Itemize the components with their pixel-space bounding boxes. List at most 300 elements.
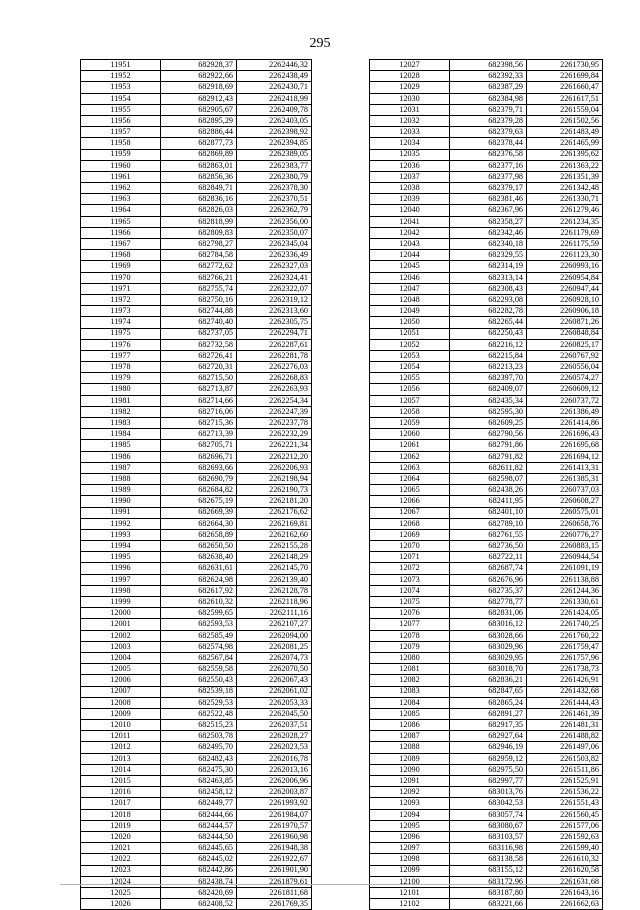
y-coordinate-cell: 2261993,92 xyxy=(237,798,312,809)
x-coordinate-cell: 682716,06 xyxy=(161,406,237,417)
table-row xyxy=(370,306,603,317)
x-coordinate-cell: 682482,43 xyxy=(161,753,237,764)
x-coordinate-cell: 682772,62 xyxy=(161,261,237,272)
point-number-cell: 11993 xyxy=(81,529,161,540)
point-number-cell: 11965 xyxy=(81,216,161,227)
table-row xyxy=(370,104,603,115)
x-coordinate-cell: 683187,80 xyxy=(450,887,527,898)
point-number-cell: 11953 xyxy=(81,82,161,93)
point-number-cell: 12062 xyxy=(370,451,450,462)
y-coordinate-cell: 2262053,33 xyxy=(237,697,312,708)
table-row xyxy=(81,630,312,641)
point-number-cell: 11959 xyxy=(81,149,161,160)
point-number-cell: 12035 xyxy=(370,149,450,160)
y-coordinate-cell: 2261363,22 xyxy=(527,160,603,171)
x-coordinate-cell: 682384,98 xyxy=(450,93,527,104)
point-number-cell: 12044 xyxy=(370,250,450,261)
table-row xyxy=(81,574,312,585)
point-number-cell: 12086 xyxy=(370,720,450,731)
x-coordinate-cell: 682927,64 xyxy=(450,731,527,742)
table-row xyxy=(81,82,312,93)
table-row xyxy=(370,395,603,406)
table-row xyxy=(370,675,603,686)
y-coordinate-cell: 2262287,61 xyxy=(237,339,312,350)
x-coordinate-cell: 683116,98 xyxy=(450,843,527,854)
y-coordinate-cell: 2262169,81 xyxy=(237,518,312,529)
y-coordinate-cell: 2261695,68 xyxy=(527,440,603,451)
x-coordinate-cell: 683103,57 xyxy=(450,831,527,842)
y-coordinate-cell: 2262237,78 xyxy=(237,418,312,429)
y-coordinate-cell: 2262176,62 xyxy=(237,507,312,518)
point-number-cell: 12100 xyxy=(370,876,450,887)
point-number-cell: 11990 xyxy=(81,496,161,507)
point-number-cell: 11962 xyxy=(81,183,161,194)
table-row xyxy=(370,418,603,429)
y-coordinate-cell: 2261123,30 xyxy=(527,250,603,261)
table-row xyxy=(370,406,603,417)
table-row xyxy=(370,865,603,876)
x-coordinate-cell: 682658,89 xyxy=(161,529,237,540)
table-row xyxy=(81,205,312,216)
point-number-cell: 12020 xyxy=(81,831,161,842)
x-coordinate-cell: 682917,35 xyxy=(450,720,527,731)
y-coordinate-cell: 2262162,60 xyxy=(237,529,312,540)
y-coordinate-cell: 2260574,27 xyxy=(527,373,603,384)
point-number-cell: 11968 xyxy=(81,250,161,261)
x-coordinate-cell: 682593,53 xyxy=(161,619,237,630)
y-coordinate-cell: 2262198,94 xyxy=(237,473,312,484)
table-row xyxy=(370,496,603,507)
point-number-cell: 12075 xyxy=(370,597,450,608)
y-coordinate-cell: 2261592,63 xyxy=(527,831,603,842)
x-coordinate-cell: 682213,23 xyxy=(450,362,527,373)
table-row xyxy=(370,93,603,104)
point-number-cell: 12041 xyxy=(370,216,450,227)
y-coordinate-cell: 2262389,05 xyxy=(237,149,312,160)
table-row xyxy=(370,563,603,574)
x-coordinate-cell: 682714,66 xyxy=(161,395,237,406)
point-number-cell: 11970 xyxy=(81,272,161,283)
point-number-cell: 12091 xyxy=(370,776,450,787)
x-coordinate-cell: 682869,89 xyxy=(161,149,237,160)
x-coordinate-cell: 682515,23 xyxy=(161,720,237,731)
table-row xyxy=(81,664,312,675)
x-coordinate-cell: 682444,57 xyxy=(161,820,237,831)
point-number-cell: 12045 xyxy=(370,261,450,272)
point-number-cell: 11952 xyxy=(81,71,161,82)
y-coordinate-cell: 2262305,75 xyxy=(237,317,312,328)
y-coordinate-cell: 2260737,72 xyxy=(527,395,603,406)
x-coordinate-cell: 682826,03 xyxy=(161,205,237,216)
point-number-cell: 12092 xyxy=(370,787,450,798)
y-coordinate-cell: 2261502,56 xyxy=(527,115,603,126)
x-coordinate-cell: 682308,43 xyxy=(450,283,527,294)
x-coordinate-cell: 682975,50 xyxy=(450,764,527,775)
x-coordinate-cell: 682831,06 xyxy=(450,608,527,619)
table-row xyxy=(81,60,312,71)
table-row xyxy=(370,518,603,529)
table-row xyxy=(370,809,603,820)
table-row xyxy=(370,876,603,887)
table-row xyxy=(370,652,603,663)
point-number-cell: 12069 xyxy=(370,529,450,540)
table-row xyxy=(370,697,603,708)
point-number-cell: 12099 xyxy=(370,865,450,876)
table-row xyxy=(370,160,603,171)
table-row xyxy=(81,261,312,272)
point-number-cell: 12040 xyxy=(370,205,450,216)
table-row xyxy=(81,250,312,261)
y-coordinate-cell: 2262268,83 xyxy=(237,373,312,384)
y-coordinate-cell: 2262212,20 xyxy=(237,451,312,462)
table-row xyxy=(370,294,603,305)
table-row xyxy=(370,720,603,731)
x-coordinate-cell: 682595,30 xyxy=(450,406,527,417)
y-coordinate-cell: 2261643,16 xyxy=(527,887,603,898)
x-coordinate-cell: 682836,21 xyxy=(450,675,527,686)
table-row xyxy=(81,127,312,138)
x-coordinate-cell: 682744,88 xyxy=(161,306,237,317)
table-row xyxy=(370,328,603,339)
y-coordinate-cell: 2262094,00 xyxy=(237,630,312,641)
scan-edge-line xyxy=(60,884,580,885)
table-row xyxy=(370,194,603,205)
x-coordinate-cell: 682684,82 xyxy=(161,485,237,496)
y-coordinate-cell: 2262319,12 xyxy=(237,294,312,305)
table-row xyxy=(81,887,312,898)
point-number-cell: 12007 xyxy=(81,686,161,697)
y-coordinate-cell: 2262276,03 xyxy=(237,362,312,373)
point-number-cell: 12101 xyxy=(370,887,450,898)
x-coordinate-cell: 682445,65 xyxy=(161,843,237,854)
y-coordinate-cell: 2261330,61 xyxy=(527,597,603,608)
y-coordinate-cell: 2261620,58 xyxy=(527,865,603,876)
x-coordinate-cell: 682250,43 xyxy=(450,328,527,339)
x-coordinate-cell: 682798,27 xyxy=(161,239,237,250)
x-coordinate-cell: 682392,33 xyxy=(450,71,527,82)
x-coordinate-cell: 682690,79 xyxy=(161,473,237,484)
table-row xyxy=(370,183,603,194)
point-number-cell: 12050 xyxy=(370,317,450,328)
table-row xyxy=(81,328,312,339)
point-number-cell: 12085 xyxy=(370,708,450,719)
x-coordinate-cell: 682340,18 xyxy=(450,239,527,250)
x-coordinate-cell: 683172,96 xyxy=(450,876,527,887)
point-number-cell: 12024 xyxy=(81,876,161,887)
point-number-cell: 11986 xyxy=(81,451,161,462)
y-coordinate-cell: 2262045,50 xyxy=(237,708,312,719)
x-coordinate-cell: 682836,16 xyxy=(161,194,237,205)
table-row xyxy=(370,630,603,641)
x-coordinate-cell: 682529,53 xyxy=(161,697,237,708)
point-number-cell: 12077 xyxy=(370,619,450,630)
point-number-cell: 12048 xyxy=(370,294,450,305)
x-coordinate-cell: 682609,25 xyxy=(450,418,527,429)
x-coordinate-cell: 683042,53 xyxy=(450,798,527,809)
x-coordinate-cell: 682367,96 xyxy=(450,205,527,216)
y-coordinate-cell: 2261461,39 xyxy=(527,708,603,719)
x-coordinate-cell: 683221,66 xyxy=(450,899,527,910)
table-row xyxy=(81,485,312,496)
point-number-cell: 11979 xyxy=(81,373,161,384)
table-row xyxy=(81,451,312,462)
table-row xyxy=(370,473,603,484)
point-number-cell: 11958 xyxy=(81,138,161,149)
x-coordinate-cell: 682411,95 xyxy=(450,496,527,507)
point-number-cell: 12016 xyxy=(81,787,161,798)
y-coordinate-cell: 2261922,67 xyxy=(237,854,312,865)
x-coordinate-cell: 682750,16 xyxy=(161,294,237,305)
point-number-cell: 11982 xyxy=(81,406,161,417)
table-row xyxy=(370,608,603,619)
point-number-cell: 12034 xyxy=(370,138,450,149)
point-number-cell: 12011 xyxy=(81,731,161,742)
x-coordinate-cell: 682997,77 xyxy=(450,776,527,787)
point-number-cell: 12088 xyxy=(370,742,450,753)
point-number-cell: 12042 xyxy=(370,227,450,238)
y-coordinate-cell: 2262111,16 xyxy=(237,608,312,619)
table-row xyxy=(81,194,312,205)
table-row xyxy=(81,753,312,764)
table-row xyxy=(370,227,603,238)
y-coordinate-cell: 2262403,05 xyxy=(237,115,312,126)
table-row xyxy=(81,216,312,227)
table-row xyxy=(370,619,603,630)
point-number-cell: 11981 xyxy=(81,395,161,406)
y-coordinate-cell: 2261244,36 xyxy=(527,585,603,596)
point-number-cell: 12094 xyxy=(370,809,450,820)
point-number-cell: 11994 xyxy=(81,541,161,552)
table-row xyxy=(81,395,312,406)
y-coordinate-cell: 2262148,29 xyxy=(237,552,312,563)
y-coordinate-cell: 2261395,62 xyxy=(527,149,603,160)
table-row xyxy=(81,641,312,652)
point-number-cell: 12015 xyxy=(81,776,161,787)
y-coordinate-cell: 2261465,99 xyxy=(527,138,603,149)
y-coordinate-cell: 2261559,04 xyxy=(527,104,603,115)
x-coordinate-cell: 682444,66 xyxy=(161,809,237,820)
table-row xyxy=(81,350,312,361)
y-coordinate-cell: 2262074,73 xyxy=(237,652,312,663)
table-row xyxy=(370,250,603,261)
y-coordinate-cell: 2261577,06 xyxy=(527,820,603,831)
x-coordinate-cell: 682435,34 xyxy=(450,395,527,406)
x-coordinate-cell: 682905,67 xyxy=(161,104,237,115)
point-number-cell: 12096 xyxy=(370,831,450,842)
x-coordinate-cell: 682408,52 xyxy=(161,899,237,910)
point-number-cell: 11976 xyxy=(81,339,161,350)
coordinates-table-right xyxy=(369,59,603,910)
table-row xyxy=(370,283,603,294)
table-row xyxy=(81,373,312,384)
table-row xyxy=(370,440,603,451)
table-row xyxy=(81,429,312,440)
y-coordinate-cell: 2260906,18 xyxy=(527,306,603,317)
y-coordinate-cell: 2262281,78 xyxy=(237,350,312,361)
y-coordinate-cell: 2262247,39 xyxy=(237,406,312,417)
table-row xyxy=(370,429,603,440)
table-row xyxy=(370,507,603,518)
y-coordinate-cell: 2261769,35 xyxy=(237,899,312,910)
table-row xyxy=(81,306,312,317)
y-coordinate-cell: 2260658,76 xyxy=(527,518,603,529)
y-coordinate-cell: 2261444,43 xyxy=(527,697,603,708)
y-coordinate-cell: 2262070,50 xyxy=(237,664,312,675)
y-coordinate-cell: 2262023,53 xyxy=(237,742,312,753)
y-coordinate-cell: 2262336,49 xyxy=(237,250,312,261)
x-coordinate-cell: 682918,69 xyxy=(161,82,237,93)
point-number-cell: 12014 xyxy=(81,764,161,775)
table-row xyxy=(81,619,312,630)
point-number-cell: 12010 xyxy=(81,720,161,731)
y-coordinate-cell: 2260954,84 xyxy=(527,272,603,283)
y-coordinate-cell: 2261738,73 xyxy=(527,664,603,675)
point-number-cell: 11996 xyxy=(81,563,161,574)
table-row xyxy=(81,93,312,104)
x-coordinate-cell: 682611,82 xyxy=(450,462,527,473)
x-coordinate-cell: 682784,58 xyxy=(161,250,237,261)
table-row xyxy=(370,216,603,227)
table-row xyxy=(81,71,312,82)
x-coordinate-cell: 682735,37 xyxy=(450,585,527,596)
table-row xyxy=(81,608,312,619)
point-number-cell: 11974 xyxy=(81,317,161,328)
x-coordinate-cell: 682445,02 xyxy=(161,854,237,865)
x-coordinate-cell: 682849,71 xyxy=(161,183,237,194)
x-coordinate-cell: 682398,56 xyxy=(450,60,527,71)
x-coordinate-cell: 682216,12 xyxy=(450,339,527,350)
x-coordinate-cell: 682732,58 xyxy=(161,339,237,350)
y-coordinate-cell: 2262221,34 xyxy=(237,440,312,451)
y-coordinate-cell: 2261694,12 xyxy=(527,451,603,462)
point-number-cell: 11975 xyxy=(81,328,161,339)
x-coordinate-cell: 682693,66 xyxy=(161,462,237,473)
x-coordinate-cell: 682696,71 xyxy=(161,451,237,462)
point-number-cell: 12053 xyxy=(370,350,450,361)
x-coordinate-cell: 682895,29 xyxy=(161,115,237,126)
table-row xyxy=(81,473,312,484)
table-row xyxy=(370,350,603,361)
y-coordinate-cell: 2261342,48 xyxy=(527,183,603,194)
y-coordinate-cell: 2260767,92 xyxy=(527,350,603,361)
table-row xyxy=(81,406,312,417)
x-coordinate-cell: 682922,66 xyxy=(161,71,237,82)
y-coordinate-cell: 2262345,04 xyxy=(237,239,312,250)
point-number-cell: 11978 xyxy=(81,362,161,373)
point-number-cell: 12076 xyxy=(370,608,450,619)
table-row xyxy=(370,71,603,82)
x-coordinate-cell: 682377,98 xyxy=(450,171,527,182)
y-coordinate-cell: 2261662,63 xyxy=(527,899,603,910)
table-row xyxy=(370,541,603,552)
table-row xyxy=(370,641,603,652)
x-coordinate-cell: 682442,86 xyxy=(161,865,237,876)
table-row xyxy=(370,843,603,854)
point-number-cell: 12055 xyxy=(370,373,450,384)
x-coordinate-cell: 682585,49 xyxy=(161,630,237,641)
y-coordinate-cell: 2261503,82 xyxy=(527,753,603,764)
table-row xyxy=(370,731,603,742)
table-row xyxy=(370,115,603,126)
y-coordinate-cell: 2262418,99 xyxy=(237,93,312,104)
y-coordinate-cell: 2261414,86 xyxy=(527,418,603,429)
x-coordinate-cell: 682928,37 xyxy=(161,60,237,71)
x-coordinate-cell: 683016,12 xyxy=(450,619,527,630)
point-number-cell: 11964 xyxy=(81,205,161,216)
point-number-cell: 12068 xyxy=(370,518,450,529)
point-number-cell: 12052 xyxy=(370,339,450,350)
point-number-cell: 12098 xyxy=(370,854,450,865)
point-number-cell: 11998 xyxy=(81,585,161,596)
table-row xyxy=(81,764,312,775)
x-coordinate-cell: 682444,50 xyxy=(161,831,237,842)
table-row xyxy=(370,887,603,898)
x-coordinate-cell: 682675,19 xyxy=(161,496,237,507)
table-row xyxy=(370,597,603,608)
x-coordinate-cell: 682265,44 xyxy=(450,317,527,328)
y-coordinate-cell: 2262446,32 xyxy=(237,60,312,71)
x-coordinate-cell: 682669,39 xyxy=(161,507,237,518)
table-row xyxy=(81,720,312,731)
point-number-cell: 12089 xyxy=(370,753,450,764)
table-row xyxy=(81,294,312,305)
point-number-cell: 11988 xyxy=(81,473,161,484)
point-number-cell: 12056 xyxy=(370,384,450,395)
y-coordinate-cell: 2260947,44 xyxy=(527,283,603,294)
y-coordinate-cell: 2262145,70 xyxy=(237,563,312,574)
y-coordinate-cell: 2262380,79 xyxy=(237,171,312,182)
table-row xyxy=(81,776,312,787)
table-row xyxy=(370,585,603,596)
table-row xyxy=(81,171,312,182)
point-number-cell: 12073 xyxy=(370,574,450,585)
x-coordinate-cell: 682713,87 xyxy=(161,384,237,395)
y-coordinate-cell: 2262394,85 xyxy=(237,138,312,149)
table-row xyxy=(81,440,312,451)
y-coordinate-cell: 2261413,31 xyxy=(527,462,603,473)
x-coordinate-cell: 682610,32 xyxy=(161,597,237,608)
table-row xyxy=(370,686,603,697)
x-coordinate-cell: 682378,44 xyxy=(450,138,527,149)
point-number-cell: 12005 xyxy=(81,664,161,675)
table-row xyxy=(370,574,603,585)
point-number-cell: 12013 xyxy=(81,753,161,764)
y-coordinate-cell: 2261424,05 xyxy=(527,608,603,619)
table-row xyxy=(81,865,312,876)
table-row xyxy=(81,317,312,328)
y-coordinate-cell: 2262327,03 xyxy=(237,261,312,272)
table-row xyxy=(370,138,603,149)
x-coordinate-cell: 682358,27 xyxy=(450,216,527,227)
y-coordinate-cell: 2262362,79 xyxy=(237,205,312,216)
point-number-cell: 11956 xyxy=(81,115,161,126)
table-row xyxy=(370,205,603,216)
table-row xyxy=(370,552,603,563)
table-row xyxy=(81,652,312,663)
point-number-cell: 12033 xyxy=(370,127,450,138)
y-coordinate-cell: 2261511,86 xyxy=(527,764,603,775)
table-row xyxy=(81,854,312,865)
table-row xyxy=(370,362,603,373)
x-coordinate-cell: 682503,78 xyxy=(161,731,237,742)
point-number-cell: 12078 xyxy=(370,630,450,641)
table-row xyxy=(81,183,312,194)
table-row xyxy=(81,809,312,820)
y-coordinate-cell: 2261481,31 xyxy=(527,720,603,731)
y-coordinate-cell: 2262081,25 xyxy=(237,641,312,652)
y-coordinate-cell: 2262322,07 xyxy=(237,283,312,294)
y-coordinate-cell: 2262155,28 xyxy=(237,541,312,552)
